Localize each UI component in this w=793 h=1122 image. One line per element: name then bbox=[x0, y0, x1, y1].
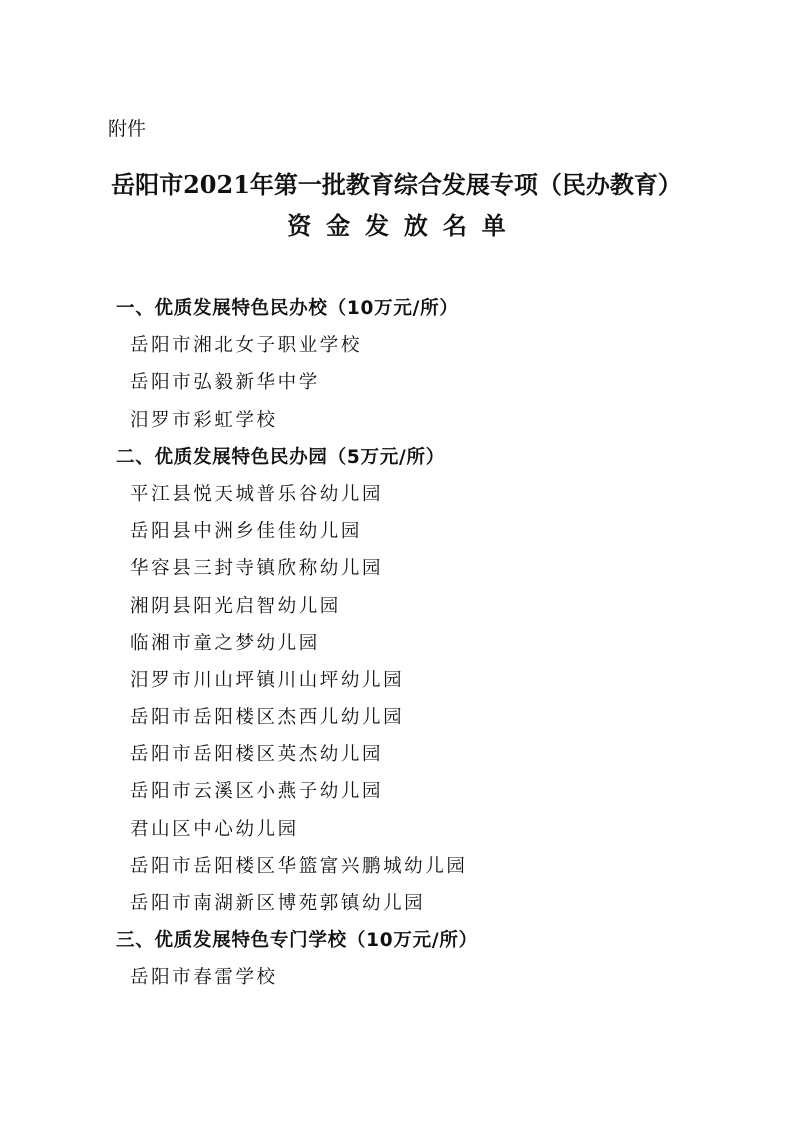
section-heading-special-schools: 三、优质发展特色专门学校（10万元/所） bbox=[116, 930, 478, 952]
list-item: 岳阳市岳阳楼区英杰幼儿园 bbox=[130, 744, 384, 766]
list-item: 岳阳市岳阳楼区华篮富兴鹏城幼儿园 bbox=[130, 855, 468, 877]
list-item: 湘阴县阳光启智幼儿园 bbox=[130, 595, 341, 617]
list-item: 君山区中心幼儿园 bbox=[130, 818, 299, 840]
list-item: 汨罗市彩虹学校 bbox=[130, 409, 278, 431]
list-item: 岳阳市弘毅新华中学 bbox=[130, 372, 320, 394]
section-heading-private-schools: 一、优质发展特色民办校（10万元/所） bbox=[116, 298, 459, 319]
list-item: 华容县三封寺镇欣称幼儿园 bbox=[130, 558, 384, 580]
list-item: 岳阳市云溪区小燕子幼儿园 bbox=[130, 781, 384, 803]
list-item: 岳阳市湘北女子职业学校 bbox=[130, 335, 362, 357]
document-subtitle: 资金发放名单 bbox=[287, 211, 521, 240]
list-item: 汨罗市川山坪镇川山坪幼儿园 bbox=[130, 669, 405, 691]
list-item: 岳阳市岳阳楼区杰西儿幼儿园 bbox=[130, 707, 405, 729]
list-item: 岳阳县中洲乡佳佳幼儿园 bbox=[130, 521, 362, 543]
document-title: 岳阳市2021年第一批教育综合发展专项（民办教育） bbox=[111, 170, 682, 199]
list-item: 平江县悦天城普乐谷幼儿园 bbox=[130, 483, 384, 505]
list-item: 岳阳市南湖新区博苑郭镇幼儿园 bbox=[130, 893, 426, 914]
section-heading-private-kindergartens: 二、优质发展特色民办园（5万元/所） bbox=[116, 446, 445, 468]
attachment-label: 附件 bbox=[108, 118, 147, 140]
allocation-list bbox=[116, 290, 478, 997]
list-item: 岳阳市春雷学校 bbox=[130, 967, 278, 989]
list-item: 临湘市童之梦幼儿园 bbox=[130, 632, 320, 654]
